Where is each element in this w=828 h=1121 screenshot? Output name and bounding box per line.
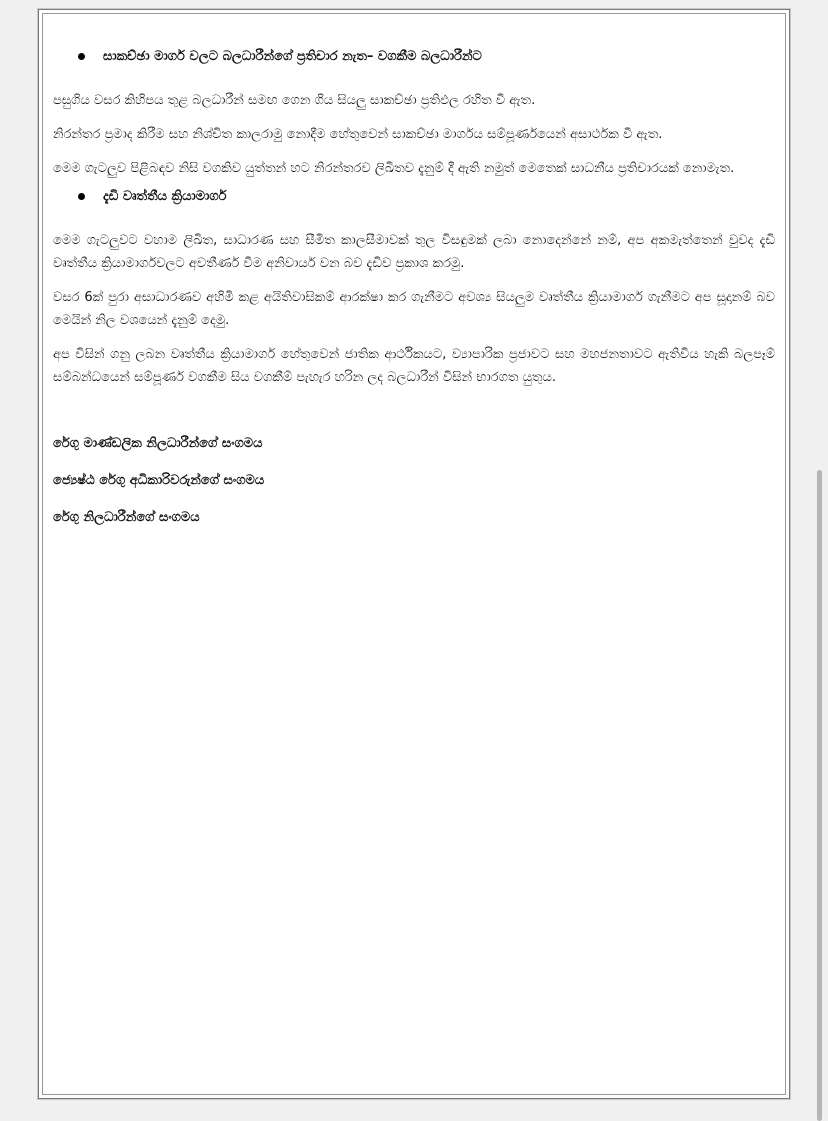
section-heading-text: සාකච්ඡා මාර්ග වලට බලධාරීන්ගේ ප්‍රතිචාර නැත– වගකීම බලධාරීන්ට bbox=[103, 49, 482, 64]
bullet-icon bbox=[78, 53, 85, 60]
paragraph: අප විසින් ගනු ලබන වෘත්තීය ක්‍රියාමාර්ග හේතුවෙන් ජාතික ආර්ථිකයට, ව්‍යාපාරික ප්‍රජාවට සහ මහජනතාවට ඇතිවිය හැකි බලපෑම් සම්බන්ධයෙන් සම්පූර්ණ වගකීම සිය වගකීම් පැහැර හරින ලද බලධාරීන් විසින් භාරගත යුතුය. bbox=[53, 347, 775, 385]
signatory: රේගු නිලධාරීන්ගේ සංගමය bbox=[53, 510, 200, 525]
page-content bbox=[53, 45, 775, 529]
paragraph: මෙම ගැටලුව පිළිබඳව නිසි වගකිව යුත්තන් හට නිරන්තරව ලිඛිතව දැනුම් දී ඇති නමුත් මෙතෙක් සාධනීය ප්‍රතිචාරයක් නොමැත. bbox=[53, 161, 735, 176]
paragraph: මෙම ගැටලුවට වහාම ලිඛිත, සාධාරණ සහ සීමිත කාලසීමාවක් තුල විසඳුමක් ලබා නොදෙන්නේ නම්, අප අකමැත්තෙන් වුවද දැඩි වෘත්තීය ක්‍රියාමාර්ගවලට අවතීර්ණ වීම අනිවාර්ය වන බව දැඩිව ප්‍රකාශ කරමු. bbox=[53, 233, 775, 271]
signatory: ජ්‍යෙෂ්ඨ රේගු අධිකාරිවරුන්ගේ සංගමය bbox=[53, 473, 265, 488]
section-heading-text: දැඩි වෘත්තීය ක්‍රියාමාර්ග bbox=[103, 189, 227, 204]
paragraph: වසර 6ක් පුරා අසාධාරණව අහිමි කළ අයිතිවාසිකම් ආරක්ෂා කර ගැනීමට අවශ්‍ය සියලුම වෘත්තීය ක්‍රියාමාර්ග ගැනීමට අප සූදානම් බව මෙයින් නිල වශයෙන් දැනුම් දෙමු. bbox=[53, 290, 775, 328]
section-heading-trade-union-action bbox=[53, 185, 775, 208]
vertical-scrollbar[interactable] bbox=[817, 470, 822, 1121]
signatory: රේගු මාණ්ඩලික නිලධාරීන්ගේ සංගමය bbox=[53, 436, 263, 451]
paragraph: පසුගිය වසර කිහිපය තුළ බලධාරීන් සමඟ ගෙන ගිය සියලු සාකච්ඡා ප්‍රතිඵල රහිත වී ඇත. bbox=[53, 93, 536, 108]
section-heading-negotiations bbox=[53, 45, 775, 68]
document-page bbox=[38, 9, 790, 1099]
paragraph: නිරන්තර ප්‍රමාද කිරීම සහ නිශ්චිත කාලරාමු නොදීම හේතුවෙන් සාකච්ඡා මාර්ගය සම්පූර්ණයෙන් අසාර්ථක වී ඇත. bbox=[53, 127, 663, 142]
bullet-icon bbox=[78, 193, 85, 200]
